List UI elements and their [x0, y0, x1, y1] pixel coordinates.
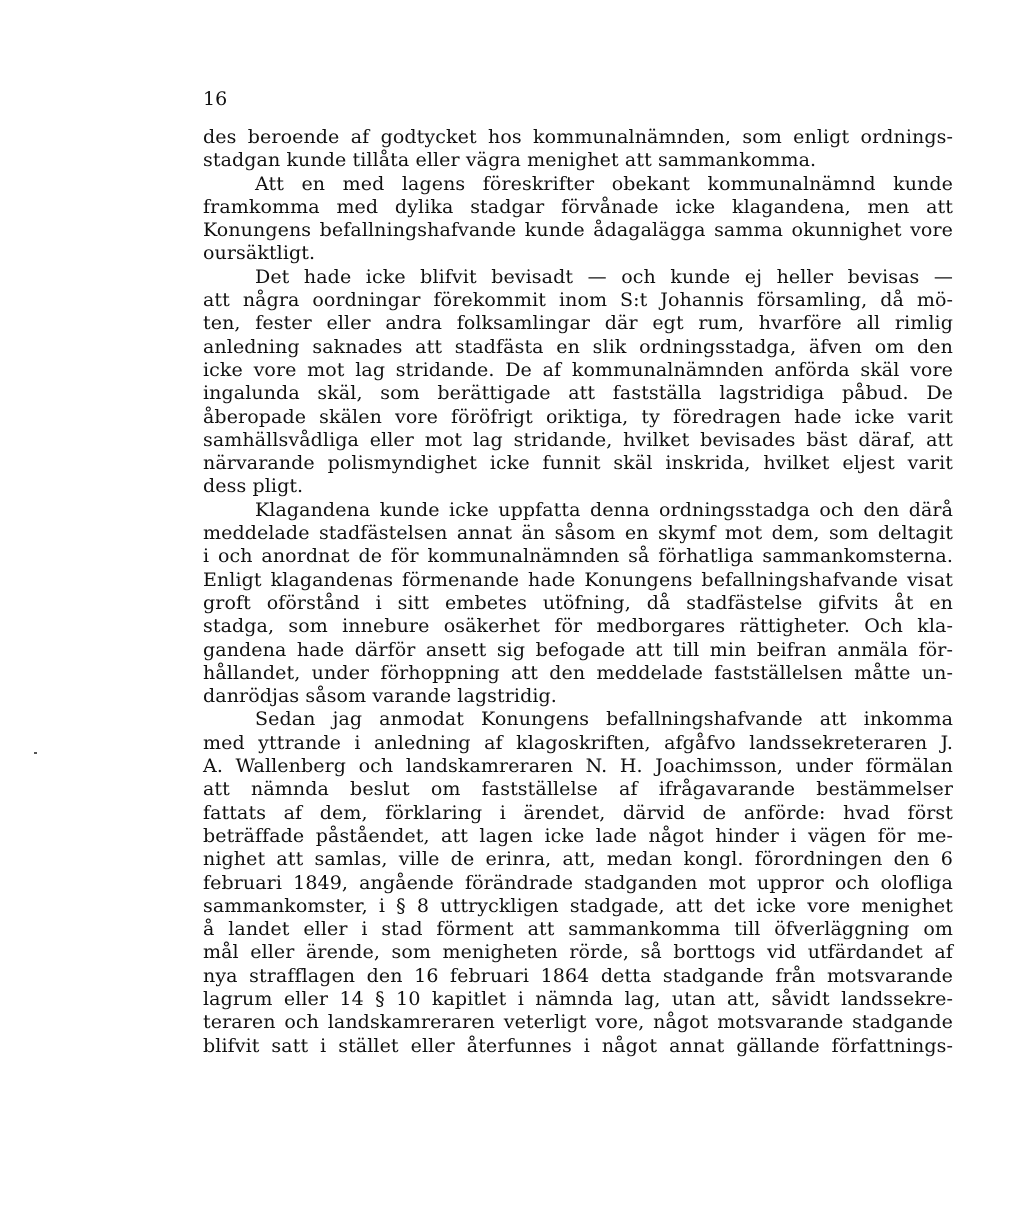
text-line: att några oordningar förekommit inom S:t Johannis församling, då mö-: [203, 289, 953, 312]
text-line: hållandet, under förhoppning att den meddelade fastställelsen måtte un-: [203, 661, 953, 684]
text-line: stadgan kunde tillåta eller vägra menighet att sammankomma.: [203, 149, 817, 172]
text-line: nya strafflagen den 16 februari 1864 detta stadgande från motsvarande: [203, 964, 953, 987]
text-line: framkomma med dylika stadgar förvånade icke klagandena, men att: [203, 195, 953, 218]
text-line: mål eller ärende, som menigheten rörde, så borttogs vid utfärdandet af: [203, 941, 953, 964]
text-line: des beroende af godtycket hos kommunalnämnden, som enligt ordnings-: [203, 126, 953, 148]
text-line: Sedan jag anmodat Konungens befallningshafvande att inkomma: [255, 708, 953, 731]
scan-speck: [34, 752, 37, 754]
text-line: stadga, som innebure osäkerhet för medborgares rättigheter. Och kla-: [203, 615, 953, 638]
text-line: blifvit satt i stället eller återfunnes i något annat gällande författnings-: [203, 1034, 953, 1057]
text-line: gandena hade därför ansett sig befogade att till min beifran anmäla för-: [203, 638, 953, 661]
text-line: meddelade stadfästelsen annat än såsom en skymf mot dem, som deltagit: [203, 522, 953, 545]
page-number: 16: [203, 88, 228, 110]
text-line: februari 1849, angående förändrade stadganden mot uppror och olofliga: [203, 871, 953, 894]
text-line: Enligt klagandenas förmenande hade Konungens befallningshafvande visat: [203, 568, 953, 591]
text-line: närvarande polismyndighet icke funnit skäl inskrida, hvilket eljest varit: [203, 452, 953, 475]
text-line: fattats af dem, förklaring i ärendet, därvid de anförde: hvad först: [203, 801, 953, 824]
text-line: beträffade påståendet, att lagen icke lade något hinder i vägen för me-: [203, 824, 953, 847]
text-line: anledning saknades att stadfästa en slik ordningsstadga, äfven om den: [203, 335, 953, 358]
text-line: A. Wallenberg och landskamreraren N. H. Joachimsson, under förmälan: [203, 755, 953, 778]
text-line: oursäktligt.: [203, 242, 316, 265]
text-line: teraren och landskamreraren veterligt vore, något motsvarande stadgande: [203, 1011, 953, 1034]
text-line: ingalunda skäl, som berättigade att fastställa lagstridiga påbud. De: [203, 382, 953, 405]
text-line: Att en med lagens föreskrifter obekant kommunalnämnd kunde: [255, 172, 953, 195]
text-line: med yttrande i anledning af klagoskriften, afgåfvo landssekreteraren J.: [203, 731, 953, 754]
text-line: lagrum eller 14 § 10 kapitlet i nämnda lag, utan att, såvidt landssekre-: [203, 987, 953, 1010]
text-line: i och anordnat de för kommunalnämnden så förhatliga sammankomsterna.: [203, 545, 953, 568]
text-line: nighet att samlas, ville de erinra, att, medan kongl. förordningen den 6: [203, 848, 953, 871]
text-line: icke vore mot lag stridande. De af kommunalnämnden anförda skäl vore: [203, 358, 953, 381]
text-line: ten, fester eller andra folksamlingar där egt rum, hvarföre all rimlig: [203, 312, 953, 335]
text-line: att nämnda beslut om fastställelse af ifrågavarande bestämmelser: [203, 778, 953, 801]
text-line: groft oförstånd i sitt embetes utöfning, då stadfästelse gifvits åt en: [203, 591, 953, 614]
text-line: Det hade icke blifvit bevisadt — och kunde ej heller bevisas —: [255, 265, 953, 288]
text-line: åberopade skälen vore föröfrigt oriktiga, ty föredragen hade icke varit: [203, 405, 953, 428]
text-line: å landet eller i stad förment att sammankomma till öfverläggning om: [203, 918, 953, 941]
text-line: Klagandena kunde icke uppfatta denna ordningsstadga och den därå: [255, 498, 953, 521]
text-line: Konungens befallningshafvande kunde ådagalägga samma okunnighet vore: [203, 219, 953, 242]
text-line: sammankomster, i § 8 uttryckligen stadgade, att det icke vore menighet: [203, 894, 953, 917]
text-line: danrödjas såsom varande lagstridig.: [203, 685, 557, 708]
text-line: dess pligt.: [203, 475, 304, 498]
body-text: [203, 126, 953, 1058]
text-line: samhällsvådliga eller mot lag stridande, hvilket bevisades bäst däraf, att: [203, 428, 953, 451]
